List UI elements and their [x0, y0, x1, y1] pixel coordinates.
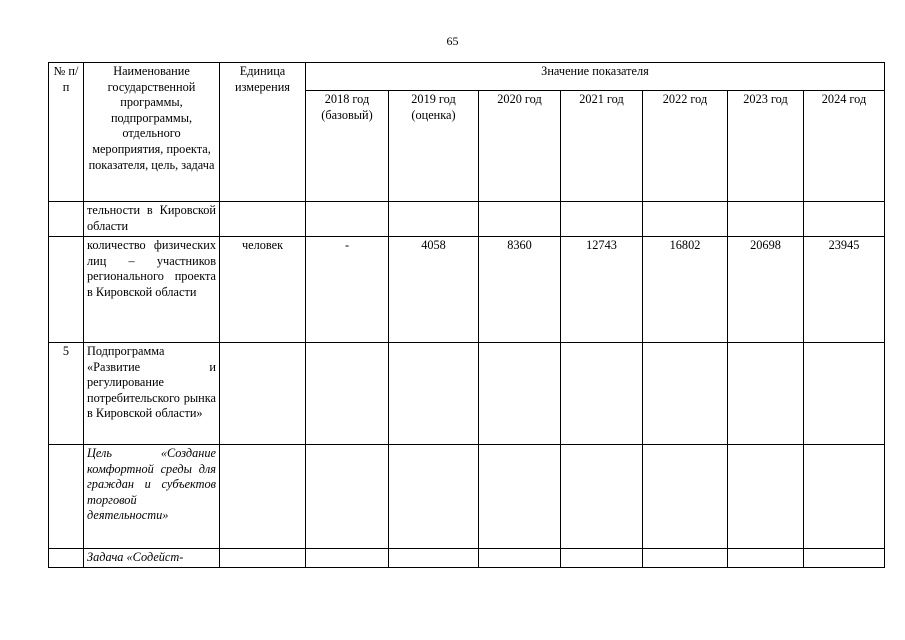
row-value: [561, 549, 643, 568]
row-value: [643, 343, 728, 445]
row-value: [306, 343, 389, 445]
row-value: [479, 445, 561, 549]
header-year: 2020 год: [479, 91, 561, 202]
row-value: [728, 445, 804, 549]
header-name: Наименование государственной программы, подпрограммы, отдельного мероприятия, проекта, показателя, цель, задача: [84, 63, 220, 202]
row-value: -: [306, 237, 389, 343]
header-year: 2021 год: [561, 91, 643, 202]
row-value: [389, 202, 479, 237]
row-name: Задача «Содейст-: [84, 549, 220, 568]
header-year: 2019 год (оценка): [389, 91, 479, 202]
indicator-table: [48, 62, 885, 568]
header-year: 2023 год: [728, 91, 804, 202]
row-value: [479, 202, 561, 237]
row-unit: [220, 549, 306, 568]
row-value: 16802: [643, 237, 728, 343]
row-value: 12743: [561, 237, 643, 343]
row-value: [728, 202, 804, 237]
row-value: [479, 343, 561, 445]
row-value: [643, 202, 728, 237]
header-row-top: [49, 63, 885, 91]
row-name: Цель «Создание комфортной среды для граждан и субъектов торговой деятельности»: [84, 445, 220, 549]
table-row: [49, 202, 885, 237]
row-num: 5: [49, 343, 84, 445]
header-year: 2024 год: [804, 91, 885, 202]
row-unit: [220, 445, 306, 549]
row-value: [389, 549, 479, 568]
row-value: [306, 445, 389, 549]
table-row: [49, 237, 885, 343]
row-value: [561, 202, 643, 237]
row-value: [804, 445, 885, 549]
row-value: [804, 202, 885, 237]
header-num: № п/п: [49, 63, 84, 202]
row-value: [306, 202, 389, 237]
row-unit: [220, 343, 306, 445]
header-year: 2018 год (базовый): [306, 91, 389, 202]
row-value: [389, 343, 479, 445]
row-value: [643, 549, 728, 568]
page-number: 65: [446, 34, 459, 48]
row-value: [479, 549, 561, 568]
row-value: [389, 445, 479, 549]
row-num: [49, 237, 84, 343]
row-value: 20698: [728, 237, 804, 343]
row-value: [728, 549, 804, 568]
row-num: [49, 202, 84, 237]
table-row: [49, 343, 885, 445]
row-num: [49, 549, 84, 568]
row-value: [804, 343, 885, 445]
table-row: [49, 549, 885, 568]
header-values: Значение показателя: [306, 63, 885, 91]
row-value: 23945: [804, 237, 885, 343]
row-value: [804, 549, 885, 568]
table-row: [49, 445, 885, 549]
header-year: 2022 год: [643, 91, 728, 202]
row-value: [561, 343, 643, 445]
row-unit: [220, 202, 306, 237]
row-name: тельности в Кировской области: [84, 202, 220, 237]
row-name: Подпрограмма «Развитие и регулирование потребительского рынка в Кировской области»: [84, 343, 220, 445]
row-value: 8360: [479, 237, 561, 343]
row-value: [728, 343, 804, 445]
row-value: 4058: [389, 237, 479, 343]
row-name: количество физических лиц – участников регионального проекта в Кировской области: [84, 237, 220, 343]
row-num: [49, 445, 84, 549]
row-unit: человек: [220, 237, 306, 343]
row-value: [643, 445, 728, 549]
row-value: [306, 549, 389, 568]
header-unit: Единица измерения: [220, 63, 306, 202]
row-value: [561, 445, 643, 549]
